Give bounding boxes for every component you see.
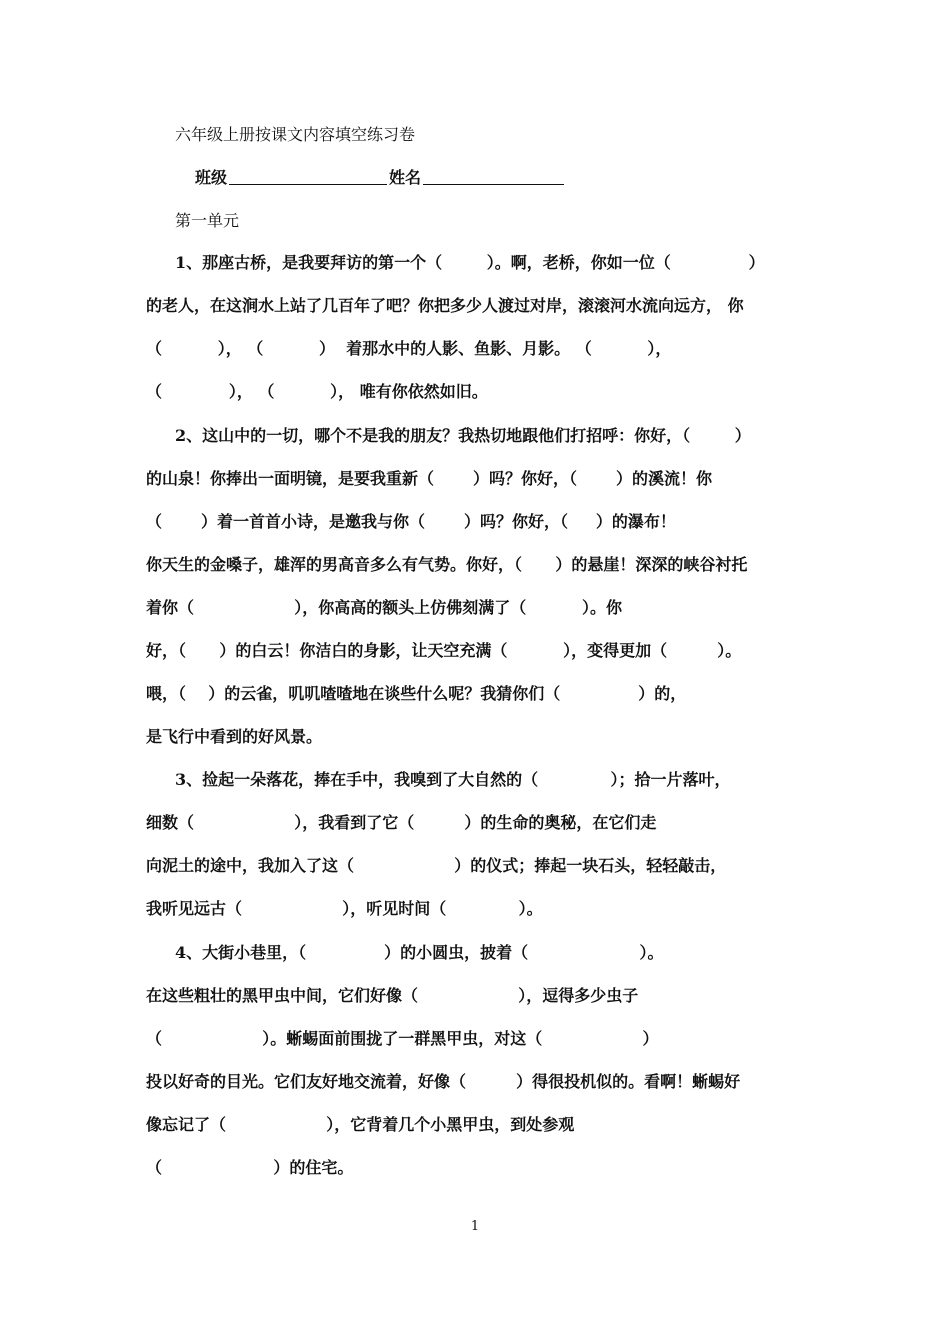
question-3-line-4: 我听见远古（ ），听见时间（ ）。 xyxy=(146,899,543,918)
question-2-line-4: 你天生的金嗓子，雄浑的男高音多么有气势。你好，（ ）的悬崖！深深的峡谷衬托 xyxy=(146,555,748,574)
question-3-line-3: 向泥土的途中，我加入了这（ ）的仪式；捧起一块石头，轻轻敲击， xyxy=(146,856,727,875)
question-2-line-8: 是飞行中看到的好风景。 xyxy=(146,727,323,746)
question-1-line-2: 的老人，在这涧水上站了几百年了吧？你把多少人渡过对岸，滚滚河水流向远方， 你 xyxy=(146,296,744,315)
class-label: 班级 xyxy=(195,168,228,187)
question-2-line-5: 着你（ ），你高高的额头上仿佛刻满了（ ）。你 xyxy=(146,598,622,617)
worksheet-title: 六年级上册按课文内容填空练习卷 xyxy=(175,125,416,144)
question-1-line-3: （ ）， （ ） 着那水中的人影、鱼影、月影。 （ ）， xyxy=(146,339,672,358)
page-number: 1 xyxy=(470,1219,480,1234)
question-2-line-2: 的山泉！你捧出一面明镜，是要我重新（ ）吗？你好，（ ）的溪流！你 xyxy=(146,469,712,488)
question-2-line-3: （ ）着一首首小诗，是邀我与你（ ）吗？你好，（ ）的瀑布！ xyxy=(146,512,676,531)
question-4-line-2: 在这些粗壮的黑甲虫中间，它们好像（ ），逗得多少虫子 xyxy=(146,986,639,1005)
question-4-line-3: （ ）。蜥蜴面前围拢了一群黑甲虫，对这（ ） xyxy=(146,1029,659,1048)
question-4-line-4: 投以好奇的目光。它们友好地交流着，好像（ ）得很投机似的。看啊！蜥蜴好 xyxy=(146,1072,741,1091)
question-2-line-6: 好，（ ）的白云！你洁白的身影，让天空充满（ ），变得更加（ ）。 xyxy=(146,641,742,660)
question-4-line-5: 像忘记了（ ），它背着几个小黑甲虫，到处参观 xyxy=(146,1115,575,1134)
question-2-line-1: 2、这山中的一切，哪个不是我的朋友？我热切地跟他们打招呼：你好，（ ） xyxy=(175,426,751,445)
unit-title: 第一单元 xyxy=(175,211,240,230)
question-4-line-1: 4、大街小巷里，（ ）的小圆虫，披着（ ）。 xyxy=(175,943,664,962)
name-label: 姓名 xyxy=(389,168,422,187)
question-3-line-2: 细数（ ），我看到了它（ ）的生命的奥秘，在它们走 xyxy=(146,813,657,832)
class-blank-line xyxy=(229,184,387,185)
name-blank-line xyxy=(423,184,564,185)
question-3-line-1: 3、捡起一朵落花，捧在手中，我嗅到了大自然的（ ）；拾一片落叶， xyxy=(175,770,731,789)
question-1-line-4: （ ）， （ ）， 唯有你依然如旧。 xyxy=(146,382,488,401)
question-4-line-6: （ ）的住宅。 xyxy=(146,1158,354,1177)
question-1-line-1: 1、那座古桥，是我要拜访的第一个（ ）。啊，老桥，你如一位（ ） xyxy=(175,253,765,272)
question-2-line-7: 喂，（ ）的云雀，叽叽喳喳地在谈些什么呢？我猜你们（ ）的， xyxy=(146,684,687,703)
